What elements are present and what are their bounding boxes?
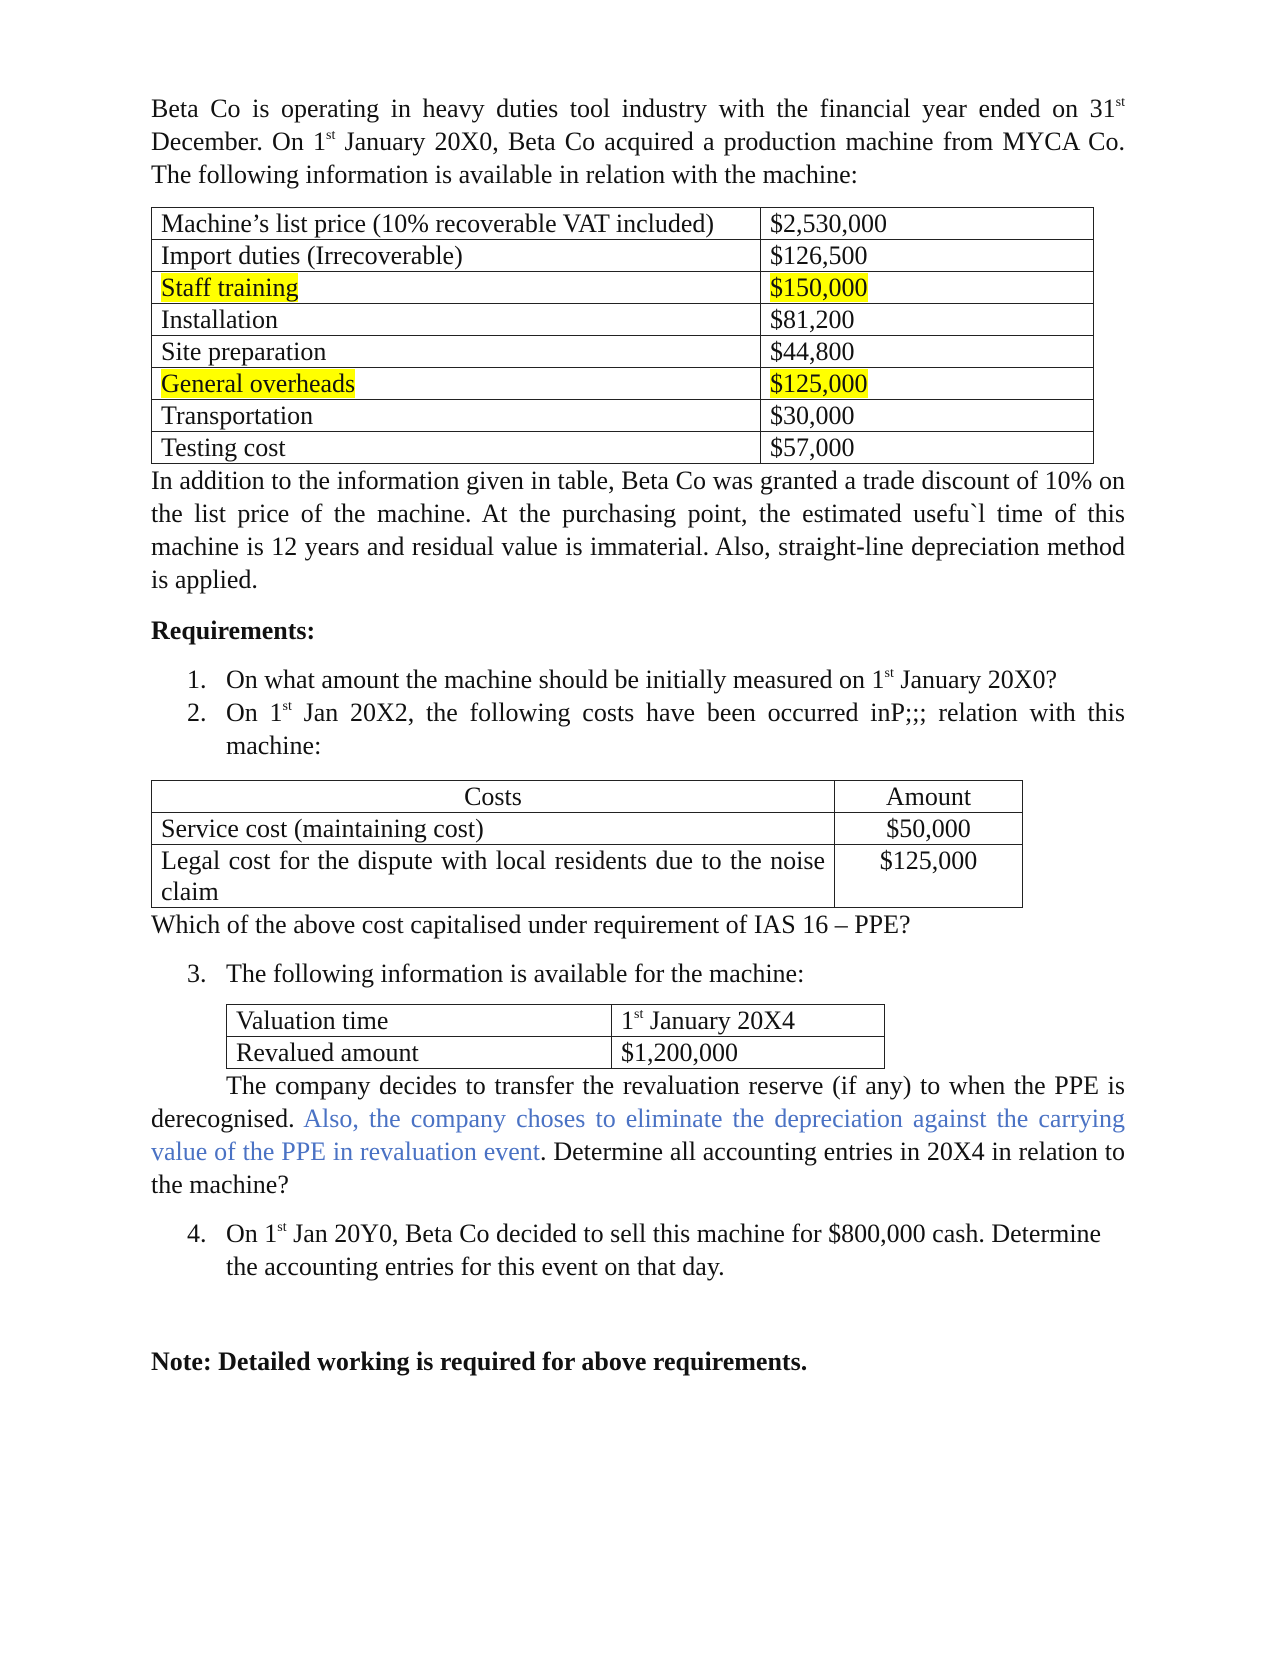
subsequent-costs-table	[151, 780, 1023, 908]
requirement-2	[187, 696, 1126, 762]
column-header-amount: Amount	[835, 781, 1023, 813]
highlighted-value: $150,000	[770, 273, 868, 302]
intro-paragraph	[151, 92, 1125, 191]
table-row	[227, 1037, 885, 1069]
highlighted-label: Staff training	[161, 273, 299, 302]
requirement-1	[187, 663, 1125, 696]
valuation-time-label: Valuation time	[227, 1005, 612, 1037]
revalued-amount-value: $1,200,000	[612, 1037, 885, 1069]
table-row	[152, 240, 1094, 272]
cost-label: Installation	[152, 304, 761, 336]
requirements-list-cont-2	[151, 1217, 1125, 1283]
cost-label: Testing cost	[152, 432, 761, 464]
cost-value: $2,530,000	[761, 208, 1094, 240]
table-row	[152, 304, 1094, 336]
cost-label: Transportation	[152, 400, 761, 432]
table-row	[152, 432, 1094, 464]
cost-label-cell	[152, 368, 761, 400]
table-row	[152, 813, 1023, 845]
document-page	[151, 92, 1125, 1378]
requirement-3	[187, 957, 1125, 990]
cost-label: Service cost (maintaining cost)	[152, 813, 835, 845]
paragraph-text: . Determine all accounting entries in 20X4 in relation to the machine?	[151, 1137, 1125, 1199]
table-row	[152, 368, 1094, 400]
requirement-text: On 1	[226, 1219, 278, 1248]
valuation-time-value	[612, 1005, 885, 1037]
revalued-amount-label: Revalued amount	[227, 1037, 612, 1069]
highlighted-label: General overheads	[161, 369, 356, 398]
requirement-4	[187, 1217, 1125, 1283]
revaluation-table	[226, 1004, 885, 1069]
blue-text: Also, the company choses to eliminate the depreciation against the carrying value of the PPE in revaluation event	[151, 1104, 1125, 1166]
highlighted-value: $125,000	[770, 369, 868, 398]
cost-value: $125,000	[835, 845, 1023, 908]
cost-label: Legal cost for the dispute with local residents due to the noise claim	[152, 845, 835, 908]
list-number: 4.	[187, 1219, 207, 1248]
intro-text-3: January 20X0, Beta Co acquired a production machine from MYCA Co. The following information is available in relation with the machine:	[151, 127, 1125, 189]
table-row	[152, 208, 1094, 240]
cost-value: $44,800	[761, 336, 1094, 368]
discount-paragraph: In addition to the information given in table, Beta Co was granted a trade discount of 10% on the list price of the machine. At the purchasing point, the estimated usefu`l time of this machine is 12 years and residual value is immaterial. Also, straight-line depreciation method is applied.	[151, 466, 1125, 594]
cost-label-cell	[152, 272, 761, 304]
requirements-heading: Requirements:	[151, 616, 316, 645]
superscript: st	[884, 666, 894, 681]
cost-value-cell	[761, 272, 1094, 304]
paragraph-text: The company decides to transfer the revaluation reserve (if any) to when the PPE is derecognised.	[151, 1071, 1125, 1133]
table-row	[152, 400, 1094, 432]
superscript: st	[277, 1220, 287, 1235]
table-row	[152, 336, 1094, 368]
value-text: 1	[621, 1006, 634, 1035]
column-header-costs: Costs	[152, 781, 835, 813]
table-row	[227, 1005, 885, 1037]
superscript: st	[634, 1007, 644, 1022]
cost-label: Import duties (Irrecoverable)	[152, 240, 761, 272]
list-number: 3.	[187, 959, 207, 988]
requirements-list	[151, 663, 1125, 762]
cost-label: Site preparation	[152, 336, 761, 368]
revaluation-paragraph	[151, 1069, 1125, 1201]
cost-label: Machine’s list price (10% recoverable VAT included)	[152, 208, 761, 240]
requirement-text: January 20X0?	[893, 665, 1058, 694]
requirement-text: Jan 20X2, the following costs have been occurred inP;;; relation with this machine:	[226, 698, 1126, 760]
list-number: 2.	[187, 698, 207, 727]
superscript: st	[1115, 95, 1125, 110]
cost-value: $81,200	[761, 304, 1094, 336]
note-text: Note: Detailed working is required for above requirements.	[151, 1347, 808, 1376]
value-text: January 20X4	[643, 1006, 795, 1035]
table-row	[152, 845, 1023, 908]
superscript: st	[282, 699, 292, 714]
requirement-text: The following information is available for the machine:	[226, 959, 805, 988]
table-row	[152, 272, 1094, 304]
machine-cost-table	[151, 207, 1094, 464]
table-header-row	[152, 781, 1023, 813]
cost-value: $30,000	[761, 400, 1094, 432]
requirement-text: Jan 20Y0, Beta Co decided to sell this machine for $800,000 cash. Determine the accounting entries for this event on that day.	[226, 1219, 1102, 1281]
ias16-question: Which of the above cost capitalised under requirement of IAS 16 – PPE?	[151, 910, 911, 939]
intro-text-1: Beta Co is operating in heavy duties tool industry with the financial year ended on 31	[151, 94, 1116, 123]
superscript: st	[326, 128, 336, 143]
cost-value: $126,500	[761, 240, 1094, 272]
cost-value-cell	[761, 368, 1094, 400]
cost-value: $50,000	[835, 813, 1023, 845]
intro-text-2: December. On 1	[151, 127, 326, 156]
requirement-text: On what amount the machine should be initially measured on 1	[226, 665, 885, 694]
requirement-text: On 1	[226, 698, 283, 727]
cost-value: $57,000	[761, 432, 1094, 464]
requirements-list-cont	[151, 957, 1125, 990]
list-number: 1.	[187, 665, 207, 694]
